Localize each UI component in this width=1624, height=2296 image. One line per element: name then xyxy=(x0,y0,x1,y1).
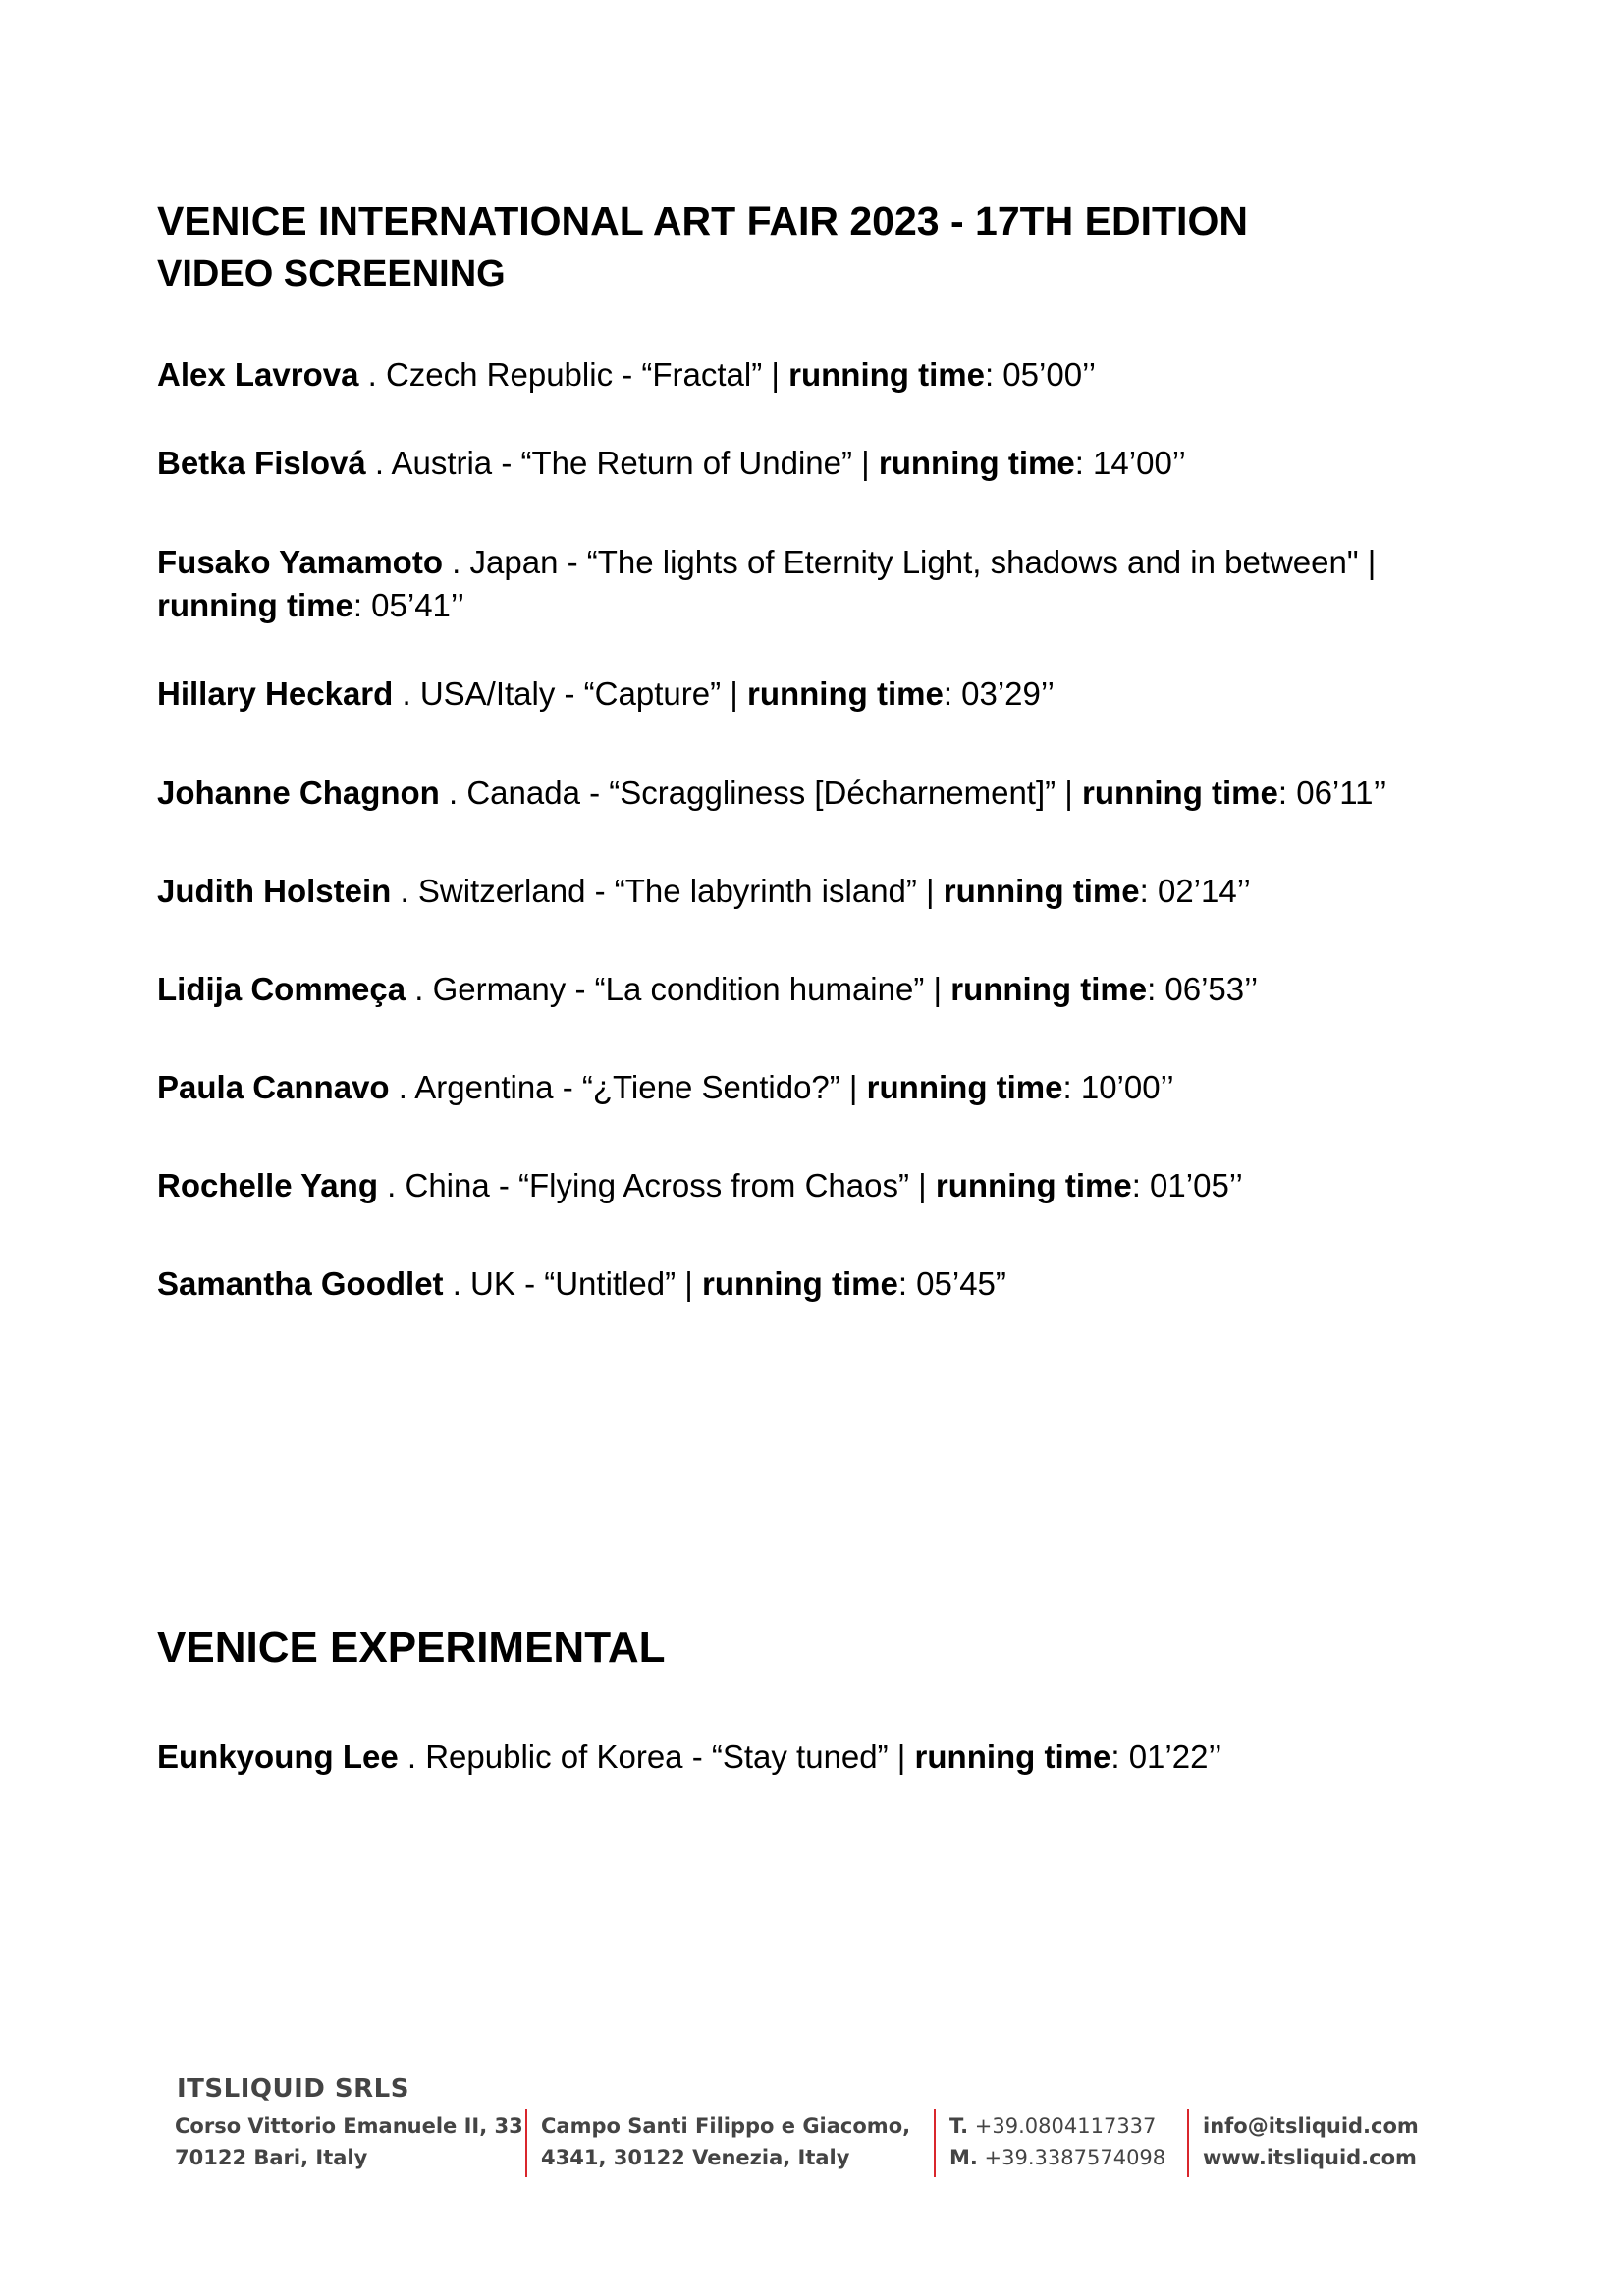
artist-name: Hillary Heckard xyxy=(157,675,394,712)
screening-entry xyxy=(157,672,1473,716)
artist-name: Paula Cannavo xyxy=(157,1069,390,1105)
phone-label: T. xyxy=(949,2114,969,2138)
entry-details: . Czech Republic - “Fractal” | xyxy=(358,356,789,393)
running-time-label: running time xyxy=(943,873,1140,909)
footer-separator xyxy=(934,2109,936,2177)
running-time-value: : 10’00’’ xyxy=(1062,1069,1174,1105)
running-time-label: running time xyxy=(788,356,985,393)
artist-name: Betka Fislová xyxy=(157,445,366,481)
artist-name: Fusako Yamamoto xyxy=(157,544,443,580)
screening-entry xyxy=(157,772,1473,815)
running-time-label: running time xyxy=(702,1265,898,1302)
mobile-line xyxy=(949,2142,1165,2173)
screening-entry xyxy=(157,968,1473,1011)
phone-number: +39.0804117337 xyxy=(968,2114,1157,2138)
section-title: VENICE EXPERIMENTAL xyxy=(157,1624,666,1672)
entry-details: . China - “Flying Across from Chaos” | xyxy=(377,1167,936,1203)
website-link[interactable]: www.itsliquid.com xyxy=(1203,2146,1417,2169)
entry-details: . USA/Italy - “Capture” | xyxy=(393,675,747,712)
address-line: Campo Santi Filippo e Giacomo, xyxy=(541,2114,911,2138)
running-time-value: : 03’29’’ xyxy=(943,675,1055,712)
artist-name: Samantha Goodlet xyxy=(157,1265,444,1302)
running-time-label: running time xyxy=(878,445,1075,481)
entry-details: . Switzerland - “The labyrinth island” | xyxy=(391,873,944,909)
running-time-label: running time xyxy=(935,1167,1132,1203)
entry-details: . Germany - “La condition humaine” | xyxy=(406,971,951,1007)
entry-details: . Republic of Korea - “Stay tuned” | xyxy=(398,1738,915,1775)
screening-entry xyxy=(157,442,1473,485)
artist-name: Johanne Chagnon xyxy=(157,774,440,811)
screening-entry xyxy=(157,1735,1473,1779)
screening-entry xyxy=(157,1164,1473,1207)
screening-entry xyxy=(157,541,1473,627)
artist-name: Lidija Commeça xyxy=(157,971,406,1007)
footer-address-venezia xyxy=(541,2110,910,2173)
footer-separator xyxy=(1187,2109,1189,2177)
running-time-label: running time xyxy=(914,1738,1111,1775)
footer-address-bari xyxy=(175,2110,523,2173)
entry-details: . Austria - “The Return of Undine” | xyxy=(365,445,879,481)
running-time-value: : 05’00’’ xyxy=(984,356,1097,393)
screening-entry xyxy=(157,870,1473,913)
entry-details: . UK - “Untitled” | xyxy=(443,1265,702,1302)
running-time-value: : 02’14’’ xyxy=(1139,873,1251,909)
address-line: 4341, 30122 Venezia, Italy xyxy=(541,2146,850,2169)
phone-line xyxy=(949,2110,1165,2142)
entry-details: . Canada - “Scraggliness [Décharnement]” | xyxy=(439,774,1083,811)
running-time-label: running time xyxy=(746,675,944,712)
running-time-value: : 05’41’’ xyxy=(352,587,464,623)
running-time-value: : 06’11’’ xyxy=(1277,774,1387,811)
running-time-value: : 01’22’’ xyxy=(1110,1738,1222,1775)
email-link[interactable]: info@itsliquid.com xyxy=(1203,2114,1419,2138)
running-time-value: : 05’45” xyxy=(897,1265,1006,1302)
document-subtitle: VIDEO SCREENING xyxy=(157,253,506,294)
artist-name: Eunkyoung Lee xyxy=(157,1738,399,1775)
artist-name: Alex Lavrova xyxy=(157,356,359,393)
artist-name: Rochelle Yang xyxy=(157,1167,378,1203)
running-time-value: : 06’53’’ xyxy=(1147,971,1259,1007)
footer-contacts xyxy=(1203,2110,1419,2173)
footer-phones xyxy=(949,2110,1165,2173)
running-time-value: : 01’05’’ xyxy=(1131,1167,1243,1203)
running-time-label: running time xyxy=(1082,774,1278,811)
mobile-label: M. xyxy=(949,2146,978,2169)
address-line: Corso Vittorio Emanuele II, 33 xyxy=(175,2114,523,2138)
running-time-label: running time xyxy=(866,1069,1063,1105)
company-name: ITSLIQUID SRLS xyxy=(177,2074,409,2104)
entry-details: . Argentina - “¿Tiene Sentido?” | xyxy=(389,1069,867,1105)
screening-entry xyxy=(157,1066,1473,1109)
address-line: 70122 Bari, Italy xyxy=(175,2146,368,2169)
running-time-label: running time xyxy=(950,971,1148,1007)
artist-name: Judith Holstein xyxy=(157,873,392,909)
running-time-value: : 14’00’’ xyxy=(1074,445,1186,481)
screening-entry xyxy=(157,1262,1473,1306)
entry-details: . Japan - “The lights of Eternity Light, shadows and in between" | xyxy=(443,544,1377,580)
footer-separator xyxy=(525,2109,527,2177)
mobile-number: +39.3387574098 xyxy=(977,2146,1166,2169)
screening-entry xyxy=(157,353,1473,397)
document-title: VENICE INTERNATIONAL ART FAIR 2023 - 17TH EDITION xyxy=(157,198,1248,243)
running-time-label: running time xyxy=(157,587,353,623)
